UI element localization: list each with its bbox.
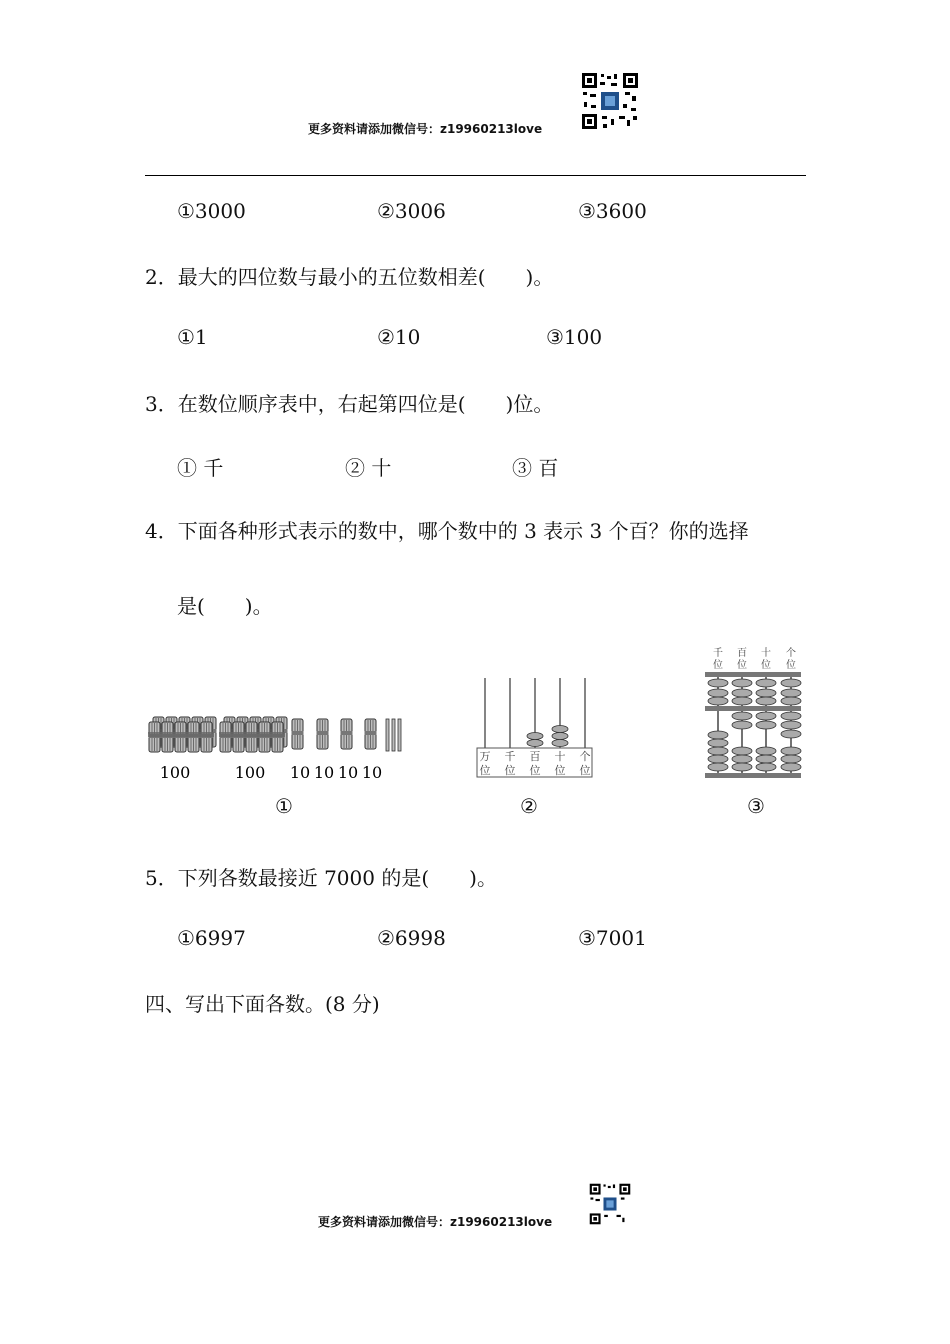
single-stick-1	[386, 719, 389, 751]
fig3-place-ge-2: 位	[786, 660, 796, 671]
bead	[552, 740, 568, 747]
bead	[527, 740, 543, 747]
figure-1-stick-bundles	[145, 700, 410, 785]
q5-option-2: ②6998	[377, 926, 446, 950]
figure-1-marker: ①	[275, 794, 293, 818]
q2-text: 2．最大的四位数与最小的五位数相差( )。	[145, 265, 554, 289]
q5-option-3: ③7001	[578, 926, 647, 950]
q5-text: 5．下列各数最接近 7000 的是( )。	[145, 866, 497, 890]
fig2-place-qian-2: 位	[504, 764, 516, 777]
fig1-label-3: 10	[289, 763, 311, 782]
fig2-place-shi-2: 位	[554, 764, 566, 777]
fig1-label-5: 10	[337, 763, 359, 782]
fig2-place-bai-1: 百	[529, 750, 541, 763]
bead	[527, 733, 543, 740]
q2-option-2: ②10	[377, 325, 421, 349]
ten-bundle-4	[365, 719, 377, 749]
figure-3-marker: ③	[747, 794, 765, 818]
fig2-place-bai-2: 位	[529, 764, 541, 777]
figure-3-abacus	[703, 645, 803, 783]
q4-text-line2: 是( )。	[177, 594, 273, 618]
fig2-place-shi-1: 十	[554, 750, 566, 763]
abacus-top-bar	[705, 672, 801, 677]
fig2-place-wan-2: 位	[479, 764, 491, 777]
fig3-place-qian-1: 千	[713, 648, 723, 659]
fig1-label-2: 100	[234, 763, 266, 782]
fig2-place-ge-2: 位	[579, 764, 591, 777]
header-divider	[145, 175, 806, 176]
q3-option-1: ① 千	[177, 456, 224, 480]
fig3-place-bai-2: 位	[737, 660, 747, 671]
ten-bundle-3	[341, 719, 353, 749]
header-wechat-text: 更多资料请添加微信号：z19960213love	[308, 122, 543, 136]
bead	[552, 733, 568, 740]
fig2-place-qian-1: 千	[504, 750, 516, 763]
fig1-label-6: 10	[361, 763, 383, 782]
q5-option-1: ①6997	[177, 926, 246, 950]
single-stick-3	[398, 719, 401, 751]
hundred-bundle-2	[219, 717, 288, 752]
fig1-label-4: 10	[313, 763, 335, 782]
fig1-label-1: 100	[159, 763, 191, 782]
q3-option-3: ③ 百	[512, 456, 559, 480]
figure-2-marker: ②	[520, 794, 538, 818]
bead	[552, 726, 568, 733]
q1-option-3: ③3600	[578, 199, 647, 223]
fig3-place-shi-1: 十	[761, 648, 771, 659]
q2-option-3: ③100	[546, 325, 603, 349]
hundred-bundle-1	[148, 717, 217, 752]
footer-qr-code-icon	[589, 1183, 631, 1225]
qr-code-icon	[581, 72, 639, 130]
fig3-place-bai-1: 百	[737, 648, 747, 659]
ten-bundle-2	[317, 719, 329, 749]
fig3-place-qian-2: 位	[713, 660, 723, 671]
q2-option-1: ①1	[177, 325, 208, 349]
footer-wechat-text: 更多资料请添加微信号：z19960213love	[318, 1215, 553, 1229]
figure-2-counting-frame	[474, 676, 594, 780]
fig3-place-ge-1: 个	[786, 648, 796, 659]
fig2-place-ge-1: 个	[579, 750, 591, 763]
q3-text: 3．在数位顺序表中，右起第四位是( )位。	[145, 392, 554, 416]
abacus-bottom-bar	[705, 773, 801, 778]
single-stick-2	[392, 719, 395, 751]
fig3-place-shi-2: 位	[761, 660, 771, 671]
abacus-beam	[705, 706, 801, 711]
q4-text-line1: 4．下面各种形式表示的数中，哪个数中的 3 表示 3 个百？你的选择	[145, 519, 749, 543]
q1-option-2: ②3006	[377, 199, 446, 223]
section-4-title: 四、写出下面各数。(8 分)	[145, 992, 380, 1016]
ten-bundle-1	[292, 719, 304, 749]
q1-option-1: ①3000	[177, 199, 246, 223]
fig2-place-wan-1: 万	[479, 750, 491, 763]
q3-option-2: ② 十	[345, 456, 392, 480]
